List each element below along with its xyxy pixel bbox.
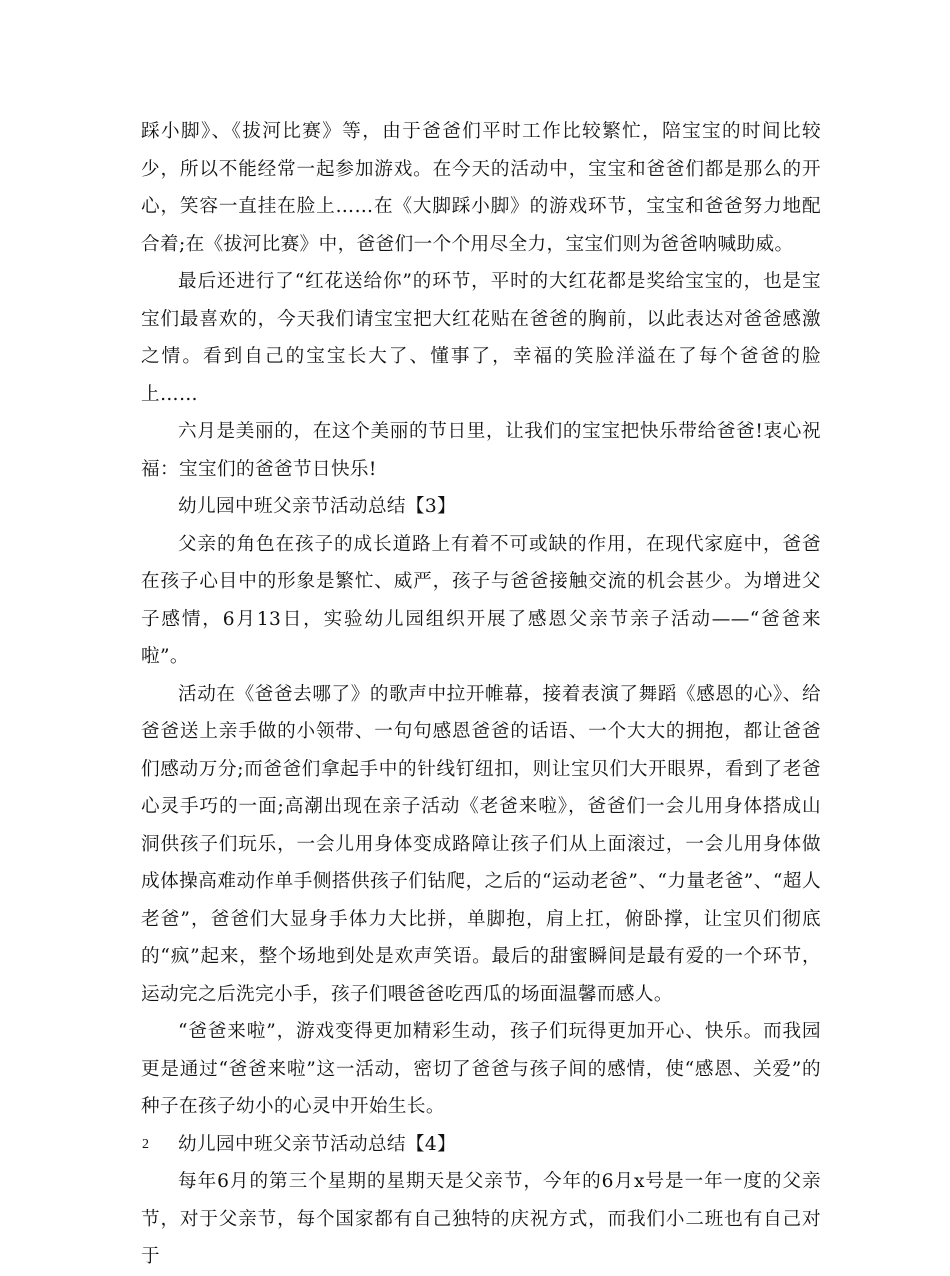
document-body: [141, 113, 821, 1276]
paragraph-father-role: 父亲的角色在孩子的成长道路上有着不可或缺的作用，在现代家庭中，爸爸在孩子心目中的形象是繁忙、威严，孩子与爸爸接触交流的机会甚少。为增进父子感情，6月13日，实验幼儿园组织开展了感恩父亲节亲子活动——“爸爸来啦”。: [141, 533, 821, 667]
page-number: 2: [142, 1137, 149, 1152]
section-heading-3: 幼儿园中班父亲节活动总结【3】: [178, 496, 457, 517]
paragraph-june-wishes: 六月是美丽的，在这个美丽的节日里，让我们的宝宝把快乐带给爸爸!衷心祝福：宝宝们的爸爸节日快乐!: [141, 421, 821, 480]
paragraph-red-flower: 最后还进行了“红花送给你”的环节，平时的大红花都是奖给宝宝的，也是宝宝们最喜欢的，今天我们请宝宝把大红花贴在爸爸的胸前，以此表达对爸爸感激之情。看到自己的宝宝长大了、懂事了，幸福的笑脸洋溢在了每个爸爸的脸上……: [141, 271, 821, 405]
paragraph-activity: 活动在《爸爸去哪了》的歌声中拉开帷幕，接着表演了舞蹈《感恩的心》、给爸爸送上亲手做的小领带、一句句感恩爸爸的话语、一个大大的拥抱，都让爸爸们感动万分;而爸爸们拿起手中的针线钉纽扣，则让宝贝们大开眼界，看到了老爸心灵手巧的一面;高潮出现在亲子活动《老爸来啦》，爸爸们一会儿用身体搭成山洞供孩子们玩乐，一会儿用身体变成路障让孩子们从上面滚过，一会儿用身体做成体操高难动作单手侧搭供孩子们钻爬，之后的“运动老爸”、“力量老爸”、“超人老爸”，爸爸们大显身手体力大比拼，单脚抱，肩上扛，俯卧撑，让宝贝们彻底的“疯”起来，整个场地到处是欢声笑语。最后的甜蜜瞬间是最有爱的一个环节，运动完之后洗完小手，孩子们喂爸爸吃西瓜的场面温馨而感人。: [141, 683, 821, 1005]
paragraph-continuation: 踩小脚》、《拔河比赛》等，由于爸爸们平时工作比较繁忙，陪宝宝的时间比较少，所以不能经常一起参加游戏。在今天的活动中，宝宝和爸爸们都是那么的开心，笑容一直挂在脸上……在《大脚踩小脚》的游戏环节，宝宝和爸爸努力地配合着;在《拔河比赛》中，爸爸们一个个用尽全力，宝宝们则为爸爸呐喊助威。: [141, 121, 821, 255]
paragraph-fathers-day: 每年6月的第三个星期的星期天是父亲节，今年的6月x号是一年一度的父亲节，对于父亲节，每个国家都有自己独特的庆祝方式，而我们小二班也有自己对于: [141, 1171, 821, 1267]
section-heading-4: 幼儿园中班父亲节活动总结【4】: [178, 1133, 457, 1155]
paragraph-summary: “爸爸来啦”，游戏变得更加精彩生动，孩子们玩得更加开心、快乐。而我园更是通过“爸爸来啦”这一活动，密切了爸爸与孩子间的感情，使“感恩、关爱”的种子在孩子幼小的心灵中开始生长。: [141, 1021, 821, 1117]
